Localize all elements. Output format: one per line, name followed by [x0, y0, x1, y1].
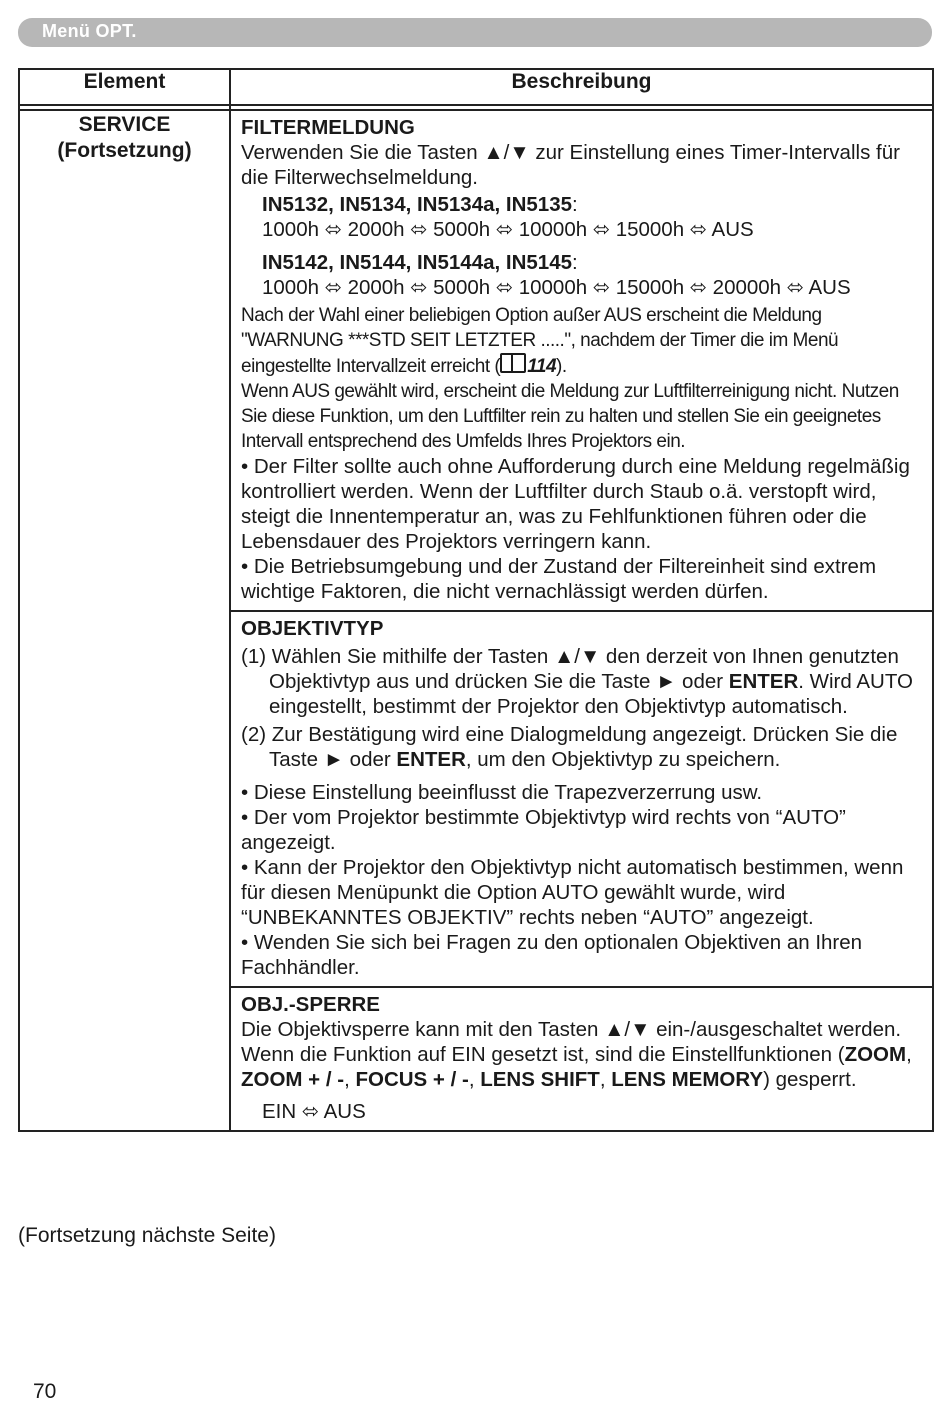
model-group-1: IN5132, IN5134, IN5134a, IN5135: — [262, 193, 578, 216]
section-lens-lock — [230, 987, 933, 1131]
menu-title: Menü OPT. — [42, 21, 137, 41]
page-reference: 114 — [527, 356, 557, 377]
lens-step-1: (1) Wählen Sie mithilfe der Tasten ▲/▼ den derzeit von Ihnen genutzten Objektivtyp aus und drücken Sie die Taste ► oder ENTER. Wird AUTO eingestellt, bestimmt der Projektor den Objektivtyp automatisch. — [241, 645, 913, 718]
column-header-description: Beschreibung — [230, 69, 933, 105]
filter-bullet: • Der Filter sollte auch ohne Aufforderung durch eine Meldung regelmäßig kontrolliert werden. Wenn der Luftfilter durch Staub o.ä. verstopft wird, steigt die Innentemperatur an, was zu Fehlfunktionen führen oder die Lebensdauer des Projektors verringern kann. — [241, 455, 910, 553]
filter-bullet: • Die Betriebsumgebung und der Zustand der Filtereinheit sind extrem wichtige Faktoren, die nicht vernachlässigt werden dürfen. — [241, 555, 877, 603]
section-title: OBJEKTIVTYP — [241, 617, 384, 640]
lens-lock-text: Die Objektivsperre kann mit den Tasten ▲/▼ ein-/ausgeschaltet werden. Wenn die Funktion auf EIN gesetzt ist, sind die Einstellfunktionen (ZOOM, ZOOM + / -, FOCUS + / -, LENS SHIFT, LENS MEMORY) gesperrt. — [241, 1018, 912, 1091]
filter-intro: Verwenden Sie die Tasten ▲/▼ zur Einstellung eines Timer-Intervalls für die Filterwechselmeldung. — [241, 141, 900, 189]
settings-table — [18, 68, 934, 1132]
section-filter-message — [230, 110, 933, 611]
manual-book-icon — [500, 353, 526, 373]
filter-off-note: Wenn AUS gewählt wird, erscheint die Meldung zur Luftfilterreinigung nicht. Nutzen Sie diese Funktion, um den Luftfilter rein zu halten und stellen Sie ein geeignetes Intervall entsprechend des Umfelds Ihres Projektors ein. — [241, 381, 899, 452]
lens-step-2: (2) Zur Bestätigung wird eine Dialogmeldung angezeigt. Drücken Sie die Taste ► oder ENTER, um den Objektivtyp zu speichern. — [241, 723, 898, 771]
lens-bullet: • Der vom Projektor bestimmte Objektivtyp wird rechts von “AUTO” angezeigt. — [241, 806, 846, 854]
element-name: SERVICE — [78, 113, 171, 136]
column-header-element: Element — [19, 69, 230, 105]
element-subtitle: (Fortsetzung) — [57, 139, 192, 162]
interval-sequence-1: 1000h ⬄ 2000h ⬄ 5000h ⬄ 10000h ⬄ 15000h ⬄ AUS — [262, 218, 754, 241]
section-lens-type — [230, 611, 933, 987]
lens-bullet: • Wenden Sie sich bei Fragen zu den optionalen Objektiven an Ihren Fachhändler. — [241, 931, 863, 979]
interval-sequence-2: 1000h ⬄ 2000h ⬄ 5000h ⬄ 10000h ⬄ 15000h ⬄ 20000h ⬄ AUS — [262, 276, 851, 299]
continued-note: (Fortsetzung nächste Seite) — [18, 1224, 276, 1247]
menu-header-bar — [18, 18, 932, 47]
filter-warning-note: Nach der Wahl einer beliebigen Option außer AUS erscheint die Meldung "WARNUNG ***STD SEIT LETZTER .....", nachdem der Timer die im Menü eingestellte Intervallzeit erreicht ( 114). — [241, 305, 839, 377]
lens-bullet: • Kann der Projektor den Objektivtyp nicht automatisch bestimmen, wenn für diesen Menüpunkt die Option AUTO gewählt wurde, wird “UNBEKANNTES OBJEKTIV” rechts neben “AUTO” angezeigt. — [241, 856, 904, 929]
element-cell-service — [19, 110, 230, 1131]
lens-bullet: • Diese Einstellung beeinflusst die Trapezverzerrung usw. — [241, 781, 763, 804]
section-title: FILTERMELDUNG — [241, 116, 415, 139]
model-group-2: IN5142, IN5144, IN5144a, IN5145: — [262, 251, 578, 274]
lens-lock-sequence: EIN ⬄ AUS — [262, 1100, 366, 1123]
page-number: 70 — [33, 1380, 57, 1403]
section-title: OBJ.-SPERRE — [241, 993, 380, 1016]
